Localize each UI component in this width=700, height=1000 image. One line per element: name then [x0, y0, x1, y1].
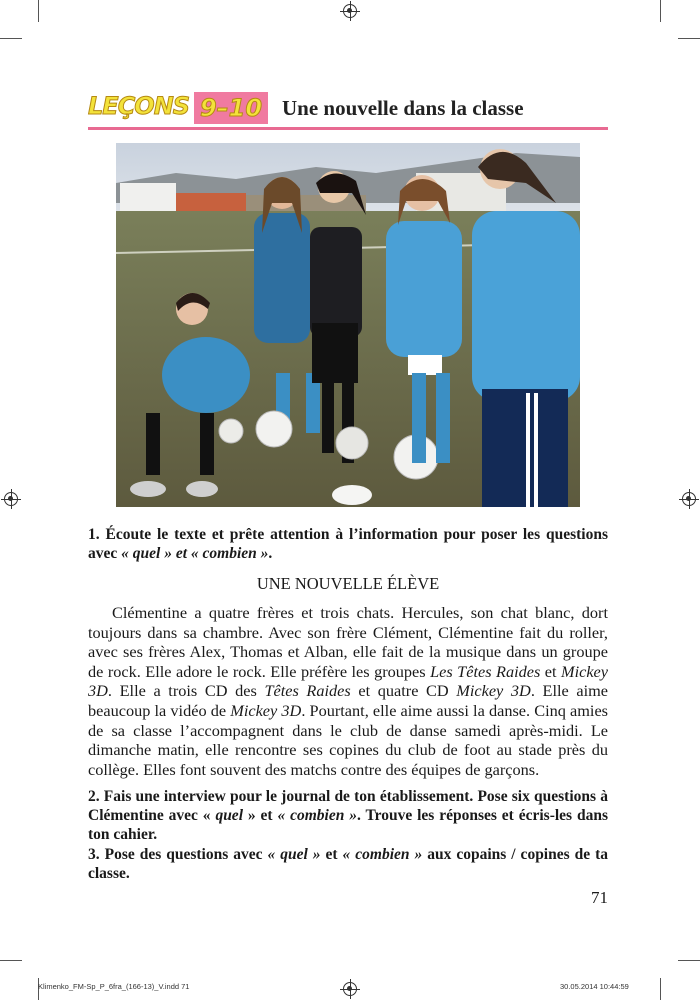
exercise-3-text: aux copains / copines de ta classe.	[88, 846, 609, 882]
footer-date: 30.05.2014 10:44:59	[560, 982, 629, 991]
page-number: 71	[591, 888, 608, 907]
combien-label: « combien »	[190, 545, 269, 562]
exercise-1-end: .	[268, 545, 273, 562]
story-part: . Elle a trois CD des	[107, 681, 265, 701]
et-label: et	[171, 545, 191, 562]
exercise-3-text: 3. Pose des questions avec	[88, 846, 268, 863]
lesson-numbers: 9–10	[199, 94, 263, 122]
crop-mark	[678, 38, 700, 39]
exercise-1	[88, 525, 608, 563]
header-rule	[88, 127, 608, 130]
exercise-3	[88, 845, 608, 883]
band-name: Mickey 3D	[456, 681, 531, 701]
story-part: et quatre CD	[350, 681, 457, 701]
exercise-3-text: et	[320, 846, 343, 863]
exercise-1-text: Écoute le texte et prête attention à l’information pour poser les questions avec	[88, 526, 609, 562]
exercise-2	[88, 787, 608, 844]
band-name: Têtes Raides	[264, 681, 351, 701]
band-name: Les Têtes Raides	[430, 661, 541, 681]
band-name: Mickey 3D	[88, 661, 609, 701]
story-part: . Elle aime beaucoup la vidéo de	[88, 681, 608, 720]
crop-mark	[660, 978, 661, 1000]
registration-mark-top	[343, 4, 357, 18]
exercise-2-text: » et	[243, 807, 278, 824]
exercise-2-text: 2. Fais une interview pour le journal de ton établissement. Pose six questions à Clémentine avec «	[88, 788, 608, 824]
combien-label: « combien »	[342, 846, 423, 863]
crop-mark	[0, 38, 22, 39]
quel-label: « quel »	[267, 846, 321, 863]
crop-mark	[38, 0, 39, 22]
lesson-header	[88, 92, 608, 132]
lesson-number-badge	[194, 92, 268, 124]
registration-mark-right	[682, 492, 696, 506]
story-part: . Pourtant, elle aime aussi la danse. Cinq amies de sa classe l’accompagnent dans le club de danse samedi après-midi. Le dimanche matin, elle rencontre ses copines du club de foot au stade près du collège. Elles font souvent des matchs contre des équipes de garçons.	[88, 700, 609, 779]
footer-file: Klimenko_FM-Sp_P_6fra_(166-13)_V.indd 71	[38, 982, 190, 991]
exercise-2-text: . Trouve les réponses et écris-les dans ton cahier.	[88, 807, 608, 843]
quel-label: « quel »	[121, 545, 172, 562]
registration-mark-left	[4, 492, 18, 506]
registration-mark-bottom	[343, 982, 357, 996]
story-text	[88, 603, 608, 779]
story-title: UNE NOUVELLE ÉLÈVE	[256, 574, 440, 593]
lecons-label: LEÇONS	[88, 92, 190, 120]
crop-mark	[678, 960, 700, 961]
exercise-1-number: 1.	[88, 526, 100, 543]
crop-mark	[660, 0, 661, 22]
crop-mark	[0, 960, 22, 961]
combien-label: « combien »	[277, 807, 357, 824]
band-name: Mickey 3D	[230, 700, 302, 720]
story-part: Clémentine a quatre frères et trois chats. Hercules, son chat blanc, dort toujours dans sa chambre. Avec son frère Clément, Clémentine fait du roller, avec ses frères Alex, Thomas et Alban, elle fait de la musique dans un groupe de rock. Elle adore le rock. Elle préfère les groupes	[88, 603, 608, 681]
lesson-title: Une nouvelle dans la classe	[282, 96, 524, 120]
team-photo	[116, 143, 580, 507]
story-part: et	[540, 661, 562, 681]
quel-label: quel	[215, 807, 243, 824]
